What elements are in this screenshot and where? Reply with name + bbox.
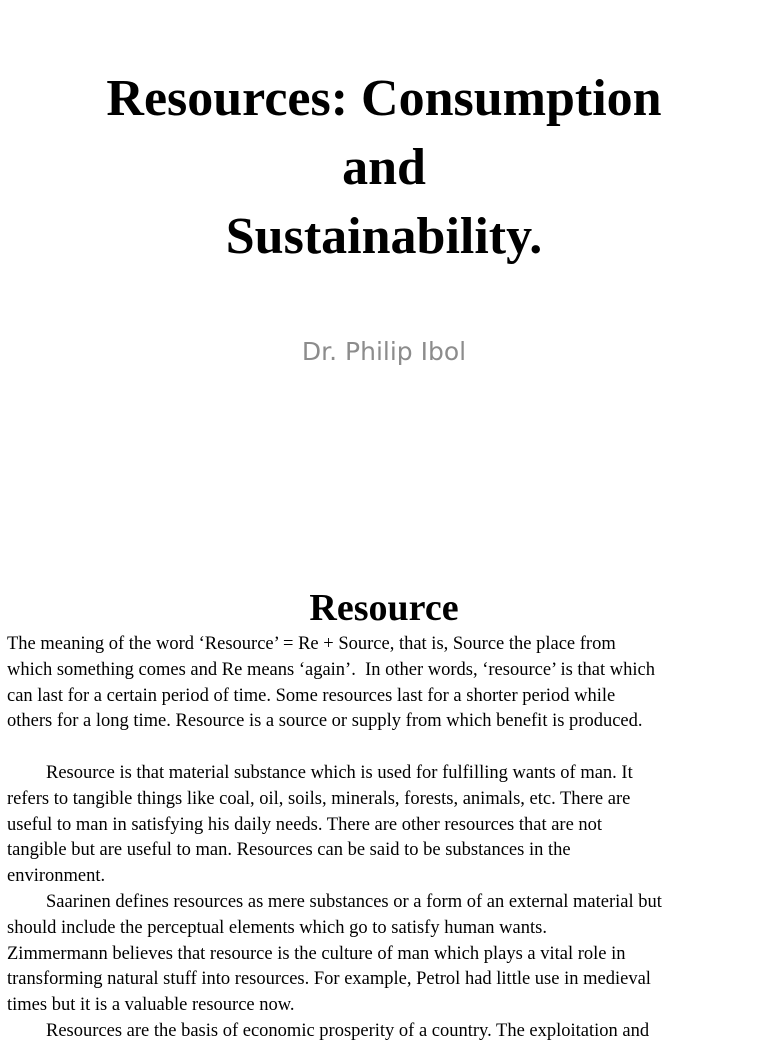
slide-title	[0, 64, 768, 271]
title-line: and	[342, 139, 426, 196]
text-line: environment.	[7, 866, 106, 887]
text-line: transforming natural stuff into resources. For example, Petrol had little use in medieval	[7, 969, 651, 990]
text-line: times but it is a valuable resource now.	[7, 995, 295, 1016]
slide-heading: Resource	[309, 587, 459, 629]
text-line: Saarinen defines resources as mere substances or a form of an external material but	[46, 891, 662, 912]
text-line: should include the perceptual elements which go to satisfy human wants.	[7, 917, 547, 938]
text-line: Resources are the basis of economic prosperity of a country. The exploitation and	[46, 1020, 650, 1041]
text-line: The meaning of the word ‘Resource’ = Re + Source, that is, Source the place from	[7, 634, 616, 654]
text-line: refers to tangible things like coal, oil, soils, minerals, forests, animals, etc. There are	[7, 788, 631, 809]
text-line: can last for a certain period of time. Some resources last for a shorter period while	[7, 685, 616, 706]
text-line: useful to man in satisfying his daily needs. There are other resources that are not	[7, 814, 603, 835]
text-line: which something comes and Re means ‘again’. In other words, ‘resource’ is that which	[7, 659, 655, 680]
content-slide	[0, 576, 768, 1041]
title-line: Resources: Consumption	[106, 70, 662, 127]
text-line: Resource is that material substance which is used for fulfilling wants of man. It	[46, 762, 633, 783]
author-name: Dr. Philip Ibol	[301, 337, 467, 366]
text-line: others for a long time. Resource is a source or supply from which benefit is produced.	[7, 711, 643, 732]
title-line: Sustainability.	[225, 208, 543, 265]
slide-body-text	[7, 632, 761, 1045]
text-line: Zimmermann believes that resource is the culture of man which plays a vital role in	[7, 943, 626, 964]
text-line: tangible but are useful to man. Resources can be said to be substances in the	[7, 840, 571, 861]
